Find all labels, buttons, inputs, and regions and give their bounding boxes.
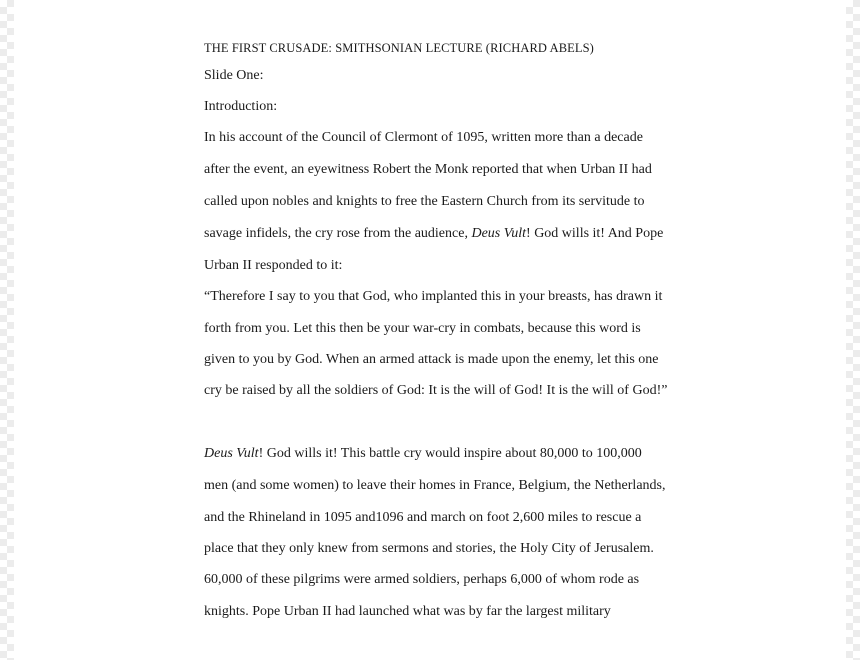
paragraph-1-line-4	[204, 226, 663, 242]
paragraph-1-line-4-rest: ! God wills it! And Pope	[526, 226, 664, 241]
document-title: THE FIRST CRUSADE: SMITHSONIAN LECTURE (RICHARD ABELS)	[204, 41, 594, 55]
deus-vult-italic: Deus Vult	[204, 446, 259, 461]
paragraph-2-line-1	[204, 446, 642, 462]
paragraph-2-line-3: and the Rhineland in 1095 and1096 and march on foot 2,600 miles to rescue a	[204, 510, 642, 525]
quote-line-3: given to you by God. When an armed attack is made upon the enemy, let this one	[204, 352, 659, 367]
deus-vult-italic: Deus Vult	[471, 226, 527, 241]
quote-line-4: cry be raised by all the soldiers of God: It is the will of God! It is the will of God!”	[204, 383, 668, 398]
paragraph-1-line-2: after the event, an eyewitness Robert the Monk reported that when Urban II had	[204, 162, 652, 177]
quote-line-2: forth from you. Let this then be your war-cry in combats, because this word is	[204, 321, 641, 336]
quote-line-1: “Therefore I say to you that God, who implanted this in your breasts, has drawn it	[204, 289, 663, 304]
paragraph-1-line-5: Urban II responded to it:	[204, 258, 343, 273]
paragraph-2-line-2: men (and some women) to leave their homes in France, Belgium, the Netherlands,	[204, 478, 666, 493]
paragraph-1-line-4-text: savage infidels, the cry rose from the audience,	[204, 226, 472, 241]
paragraph-2-line-4: place that they only knew from sermons and stories, the Holy City of Jerusalem.	[204, 541, 654, 556]
paragraph-2-line-6: knights. Pope Urban II had launched what was by far the largest military	[204, 604, 611, 619]
paragraph-2-line-5: 60,000 of these pilgrims were armed soldiers, perhaps 6,000 of whom rode as	[204, 572, 640, 587]
paragraph-1-line-1: In his account of the Council of Clermont of 1095, written more than a decade	[204, 130, 643, 145]
paragraph-2-line-1-rest: ! God wills it! This battle cry would inspire about 80,000 to 100,000	[258, 446, 642, 461]
paragraph-1-line-3: called upon nobles and knights to free the Eastern Church from its servitude to	[204, 194, 645, 209]
section-heading: Introduction:	[204, 99, 278, 114]
slide-heading: Slide One:	[204, 68, 264, 83]
